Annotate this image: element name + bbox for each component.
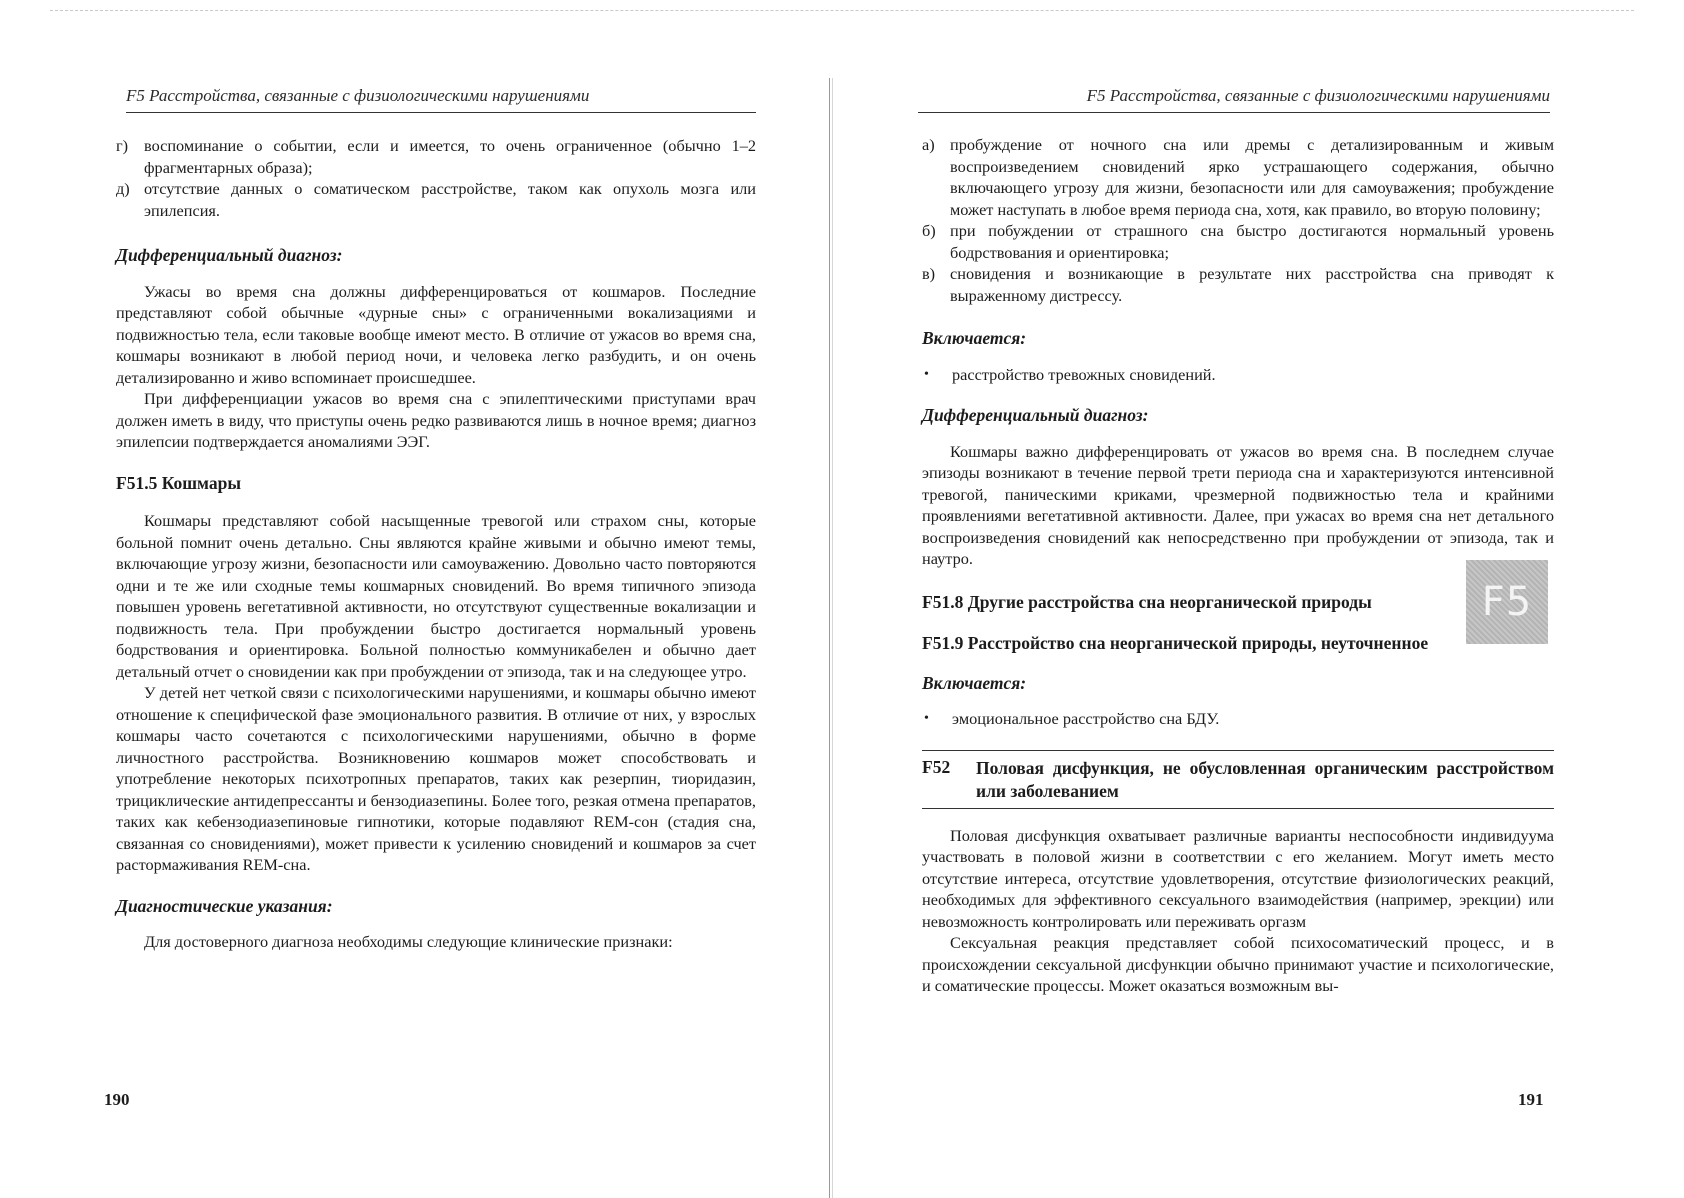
diagnostic-guidelines-heading: Диагностические указания: bbox=[116, 895, 333, 916]
page-number-left: 190 bbox=[104, 1090, 130, 1109]
list-marker: д) bbox=[116, 179, 130, 198]
right-page bbox=[830, 0, 1684, 1198]
list-item bbox=[116, 178, 756, 221]
bullet-text: расстройство тревожных сновидений. bbox=[952, 364, 1216, 384]
list-text: при побуждении от страшного сна быстро достигаются нормальный уровень бодрствования и ориентировка; bbox=[950, 221, 1554, 262]
list-text: пробуждение от ночного сна или дремы с детализированным и живым воспроизведением сновидений ярко устрашающего содержания, обычно включающего угрозу для жизни, безопасности или для самоуважения; пробуждение может наступать в любое время периода сна, хотя, как правило, во вторую половину; bbox=[950, 135, 1554, 219]
right-page-content bbox=[922, 134, 1554, 997]
paragraph: Ужасы во время сна должны дифференцироваться от кошмаров. Последние представляют собой обычные «дурные сны» с ограниченными вокализациями и подвижностью тела, если таковые вообще имеют место. В отличие от ужасов во время сна, кошмары возникают в любой период ночи, и человека легко разбудить, и он очень детализированно и живо вспоминает происшедшее. bbox=[116, 281, 756, 387]
list-item bbox=[922, 220, 1554, 263]
paragraph: Сексуальная реакция представляет собой психосоматический процесс, и в происхождении сексуальной дисфункции обычно принимают участие и психологические, и соматические процессы. Может оказаться возможным вы- bbox=[922, 933, 1554, 995]
bullet-item bbox=[924, 708, 1554, 730]
differential-diagnosis-heading: Дифференциальный диагноз: bbox=[116, 245, 343, 265]
list-marker: а) bbox=[922, 135, 935, 154]
section-heading-f52 bbox=[922, 750, 1554, 809]
list-text: воспоминание о событии, если и имеется, то очень ограниченное (обычно 1–2 фрагментарных образа); bbox=[144, 136, 756, 177]
list-text: отсутствие данных о соматическом расстройстве, таком как опухоль мозга или эпилепсия. bbox=[144, 179, 756, 220]
page-number-right: 191 bbox=[1518, 1090, 1544, 1109]
chapter-tab bbox=[1466, 560, 1548, 644]
list-marker: в) bbox=[922, 264, 936, 283]
running-head-left: F5 Расстройства, связанные с физиологическими нарушениями bbox=[126, 86, 756, 113]
includes-heading: Включается: bbox=[922, 328, 1027, 348]
section-heading-f51-8: F51.8 Другие расстройства сна неорганической природы bbox=[922, 591, 1372, 612]
list-item bbox=[922, 134, 1554, 220]
paragraph: У детей нет четкой связи с психологическими нарушениями, и кошмары обычно имеют отношение к специфической фазе эмоционального развития. В отличие от них, у взрослых кошмары часто сочетаются с психологическими нарушениями, обычно в форме личностного расстройства. Возникновению кошмаров может способствовать и употребление некоторых психотропных препаратов, таких как резерпин, тиоридазин, трициклические антидепрессанты и бензодиазепины. Более того, резкая отмена препаратов, таких как кебензодиазепиновые гипнотики, которые подавляют REM-сон (стадия сна, связанная со сновидениями), может привести к усилению сновидений и кошмаров за счет растормаживания REM-сна. bbox=[116, 683, 756, 874]
section-code: F52 bbox=[922, 756, 951, 777]
list-item bbox=[116, 135, 756, 178]
section-title: Половая дисфункция, не обусловленная органическим расстройством или заболеванием bbox=[976, 757, 1554, 801]
paragraph: При дифференциации ужасов во время сна с эпилептическими приступами врач должен иметь в виду, что приступы очень редко развиваются лишь в ночное время; диагноз эпилепсии подтверждается аномалиями ЭЭГ. bbox=[116, 389, 756, 451]
paragraph: Половая дисфункция охватывает различные варианты неспособности индивидуума участвовать в половой жизни в соответствии с его желанием. Могут иметь место отсутствие интереса, отсутствие удовлетворения, отсутствие физиологических реакций, необходимых для эффективного сексуального взаимодействия (например, эрекции) или невозможность контролировать или переживать оргазм bbox=[922, 825, 1554, 931]
includes-heading: Включается: bbox=[922, 672, 1027, 693]
paragraph: Кошмары важно дифференцировать от ужасов во время сна. В последнем случае эпизоды возникают в течение первой трети периода сна и характеризуются интенсивной тревогой, паническими криками, чрезмерной подвижностью тела и крайними проявлениями вегетативной активности. Далее, при ужасах во время сна нет детального воспроизведения сновидений как непосредственно при пробуждении от эпизода, так и наутро. bbox=[922, 441, 1554, 568]
chapter-tab-label: F5 bbox=[1481, 579, 1533, 625]
list-text: сновидения и возникающие в результате них расстройства сна приводят к выраженному дистрессу. bbox=[950, 264, 1554, 305]
left-page bbox=[0, 0, 830, 1198]
left-page-content bbox=[116, 135, 756, 953]
running-head-right: F5 Расстройства, связанные с физиологическими нарушениями bbox=[918, 86, 1550, 113]
section-heading-f51-5: F51.5 Кошмары bbox=[116, 472, 241, 493]
list-item bbox=[922, 263, 1554, 306]
bullet-item bbox=[924, 364, 1554, 386]
paragraph: Для достоверного диагноза необходимы следующие клинические признаки: bbox=[144, 932, 673, 951]
list-marker: г) bbox=[116, 136, 129, 155]
bullet-icon: • bbox=[924, 711, 929, 726]
bullet-icon: • bbox=[924, 366, 929, 382]
list-marker: б) bbox=[922, 221, 936, 240]
bullet-text: эмоциональное расстройство сна БДУ. bbox=[952, 709, 1220, 728]
differential-diagnosis-heading: Дифференциальный диагноз: bbox=[922, 405, 1149, 425]
section-heading-f51-9: F51.9 Расстройство сна неорганической природы, неуточненное bbox=[922, 633, 1429, 653]
paragraph: Кошмары представляют собой насыщенные тревогой или страхом сны, которые больной помнит очень детально. Сны являются крайне живыми и обычно имеют темы, включающие угрозу жизни, безопасности или самоуважению. Довольно часто повторяются одни и те же или сходные темы кошмарных сновидений. Во время типичного эпизода повышен уровень вегетативной активности, но отсутствуют существенные вокализации и подвижность тела. При пробуждении быстро достигается нормальный уровень бодрствования и ориентировка. Больной полностью коммуникабелен и обычно дает детальный отчет о сновидении как при пробуждении от эпизода, так и на следующее утро. bbox=[116, 511, 756, 681]
